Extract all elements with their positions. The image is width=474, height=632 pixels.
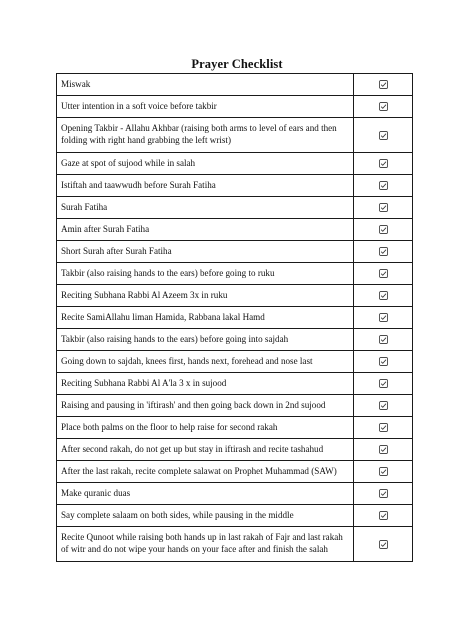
page-title: Prayer Checklist <box>191 57 283 71</box>
checklist-row <box>57 483 413 505</box>
checklist-row <box>57 307 413 329</box>
checklist-item-text: Miswak <box>57 74 354 96</box>
checklist-item-checkbox[interactable] <box>354 527 413 562</box>
checklist-item-text: Amin after Surah Fatiha <box>57 219 354 241</box>
checklist-item-text: Reciting Subhana Rabbi Al A'la 3 x in sujood <box>57 373 354 395</box>
checklist-item-checkbox[interactable] <box>354 153 413 175</box>
checklist-item-checkbox[interactable] <box>354 505 413 527</box>
checked-box-icon <box>379 401 388 410</box>
checklist-row <box>57 197 413 219</box>
checked-box-icon <box>379 159 388 168</box>
checklist-item-checkbox[interactable] <box>354 96 413 118</box>
checklist-row <box>57 285 413 307</box>
checklist-body <box>57 74 413 562</box>
checked-box-icon <box>379 540 388 549</box>
checked-box-icon <box>379 291 388 300</box>
prayer-checklist-table <box>56 73 413 562</box>
checked-box-icon <box>379 225 388 234</box>
checklist-row <box>57 373 413 395</box>
checklist-item-text: Short Surah after Surah Fatiha <box>57 241 354 263</box>
checklist-item-checkbox[interactable] <box>354 175 413 197</box>
checked-box-icon <box>379 313 388 322</box>
checked-box-icon <box>379 131 388 140</box>
checklist-item-text: Make quranic duas <box>57 483 354 505</box>
checklist-item-text: Istiftah and taawwudh before Surah Fatiha <box>57 175 354 197</box>
checklist-item-checkbox[interactable] <box>354 439 413 461</box>
checklist-item-checkbox[interactable] <box>354 74 413 96</box>
checklist-row <box>57 351 413 373</box>
checked-box-icon <box>379 247 388 256</box>
checklist-row <box>57 219 413 241</box>
checklist-item-text: Takbir (also raising hands to the ears) before going into sajdah <box>57 329 354 351</box>
checklist-item-checkbox[interactable] <box>354 329 413 351</box>
checklist-item-text: Recite SamiAllahu liman Hamida, Rabbana lakal Hamd <box>57 307 354 329</box>
checklist-item-checkbox[interactable] <box>354 285 413 307</box>
checked-box-icon <box>379 181 388 190</box>
checked-box-icon <box>379 269 388 278</box>
checklist-item-text: After second rakah, do not get up but stay in iftirash and recite tashahud <box>57 439 354 461</box>
checklist-row <box>57 417 413 439</box>
checklist-item-checkbox[interactable] <box>354 219 413 241</box>
checked-box-icon <box>379 102 388 111</box>
checklist-item-checkbox[interactable] <box>354 118 413 153</box>
checklist-item-checkbox[interactable] <box>354 307 413 329</box>
checklist-row <box>57 263 413 285</box>
checked-box-icon <box>379 203 388 212</box>
checklist-item-text: Utter intention in a soft voice before takbir <box>57 96 354 118</box>
checklist-row <box>57 329 413 351</box>
checklist-row <box>57 118 413 153</box>
checklist-item-checkbox[interactable] <box>354 373 413 395</box>
checklist-item-text: Takbir (also raising hands to the ears) before going to ruku <box>57 263 354 285</box>
checked-box-icon <box>379 335 388 344</box>
checked-box-icon <box>379 445 388 454</box>
checked-box-icon <box>379 357 388 366</box>
checklist-item-text: Gaze at spot of sujood while in salah <box>57 153 354 175</box>
checked-box-icon <box>379 423 388 432</box>
checked-box-icon <box>379 511 388 520</box>
checklist-row <box>57 96 413 118</box>
checklist-item-checkbox[interactable] <box>354 461 413 483</box>
checklist-item-text: Place both palms on the floor to help raise for second rakah <box>57 417 354 439</box>
checklist-item-checkbox[interactable] <box>354 483 413 505</box>
checklist-row <box>57 241 413 263</box>
checklist-item-text: Recite Qunoot while raising both hands up in last rakah of Fajr and last rakah of witr and do not wipe your hands on your face after and finish the salah <box>57 527 354 562</box>
checklist-item-checkbox[interactable] <box>354 241 413 263</box>
checklist-item-checkbox[interactable] <box>354 263 413 285</box>
checked-box-icon <box>379 467 388 476</box>
checklist-item-text: Raising and pausing in 'iftirash' and then going back down in 2nd sujood <box>57 395 354 417</box>
checklist-item-checkbox[interactable] <box>354 197 413 219</box>
checklist-row <box>57 395 413 417</box>
checked-box-icon <box>379 489 388 498</box>
checklist-item-text: Say complete salaam on both sides, while pausing in the middle <box>57 505 354 527</box>
checklist-item-checkbox[interactable] <box>354 417 413 439</box>
checklist-row <box>57 461 413 483</box>
checklist-item-checkbox[interactable] <box>354 395 413 417</box>
checklist-item-text: After the last rakah, recite complete salawat on Prophet Muhammad (SAW) <box>57 461 354 483</box>
checklist-row <box>57 527 413 562</box>
checked-box-icon <box>379 379 388 388</box>
checklist-row <box>57 153 413 175</box>
checklist-item-text: Surah Fatiha <box>57 197 354 219</box>
checklist-item-text: Going down to sajdah, knees first, hands next, forehead and nose last <box>57 351 354 373</box>
checklist-row <box>57 505 413 527</box>
checklist-row <box>57 175 413 197</box>
checklist-item-text: Opening Takbir - Allahu Akhbar (raising both arms to level of ears and then folding with right hand grabbing the left wrist) <box>57 118 354 153</box>
checked-box-icon <box>379 80 388 89</box>
checklist-item-checkbox[interactable] <box>354 351 413 373</box>
checklist-row <box>57 439 413 461</box>
checklist-item-text: Reciting Subhana Rabbi Al Azeem 3x in ruku <box>57 285 354 307</box>
checklist-row <box>57 74 413 96</box>
